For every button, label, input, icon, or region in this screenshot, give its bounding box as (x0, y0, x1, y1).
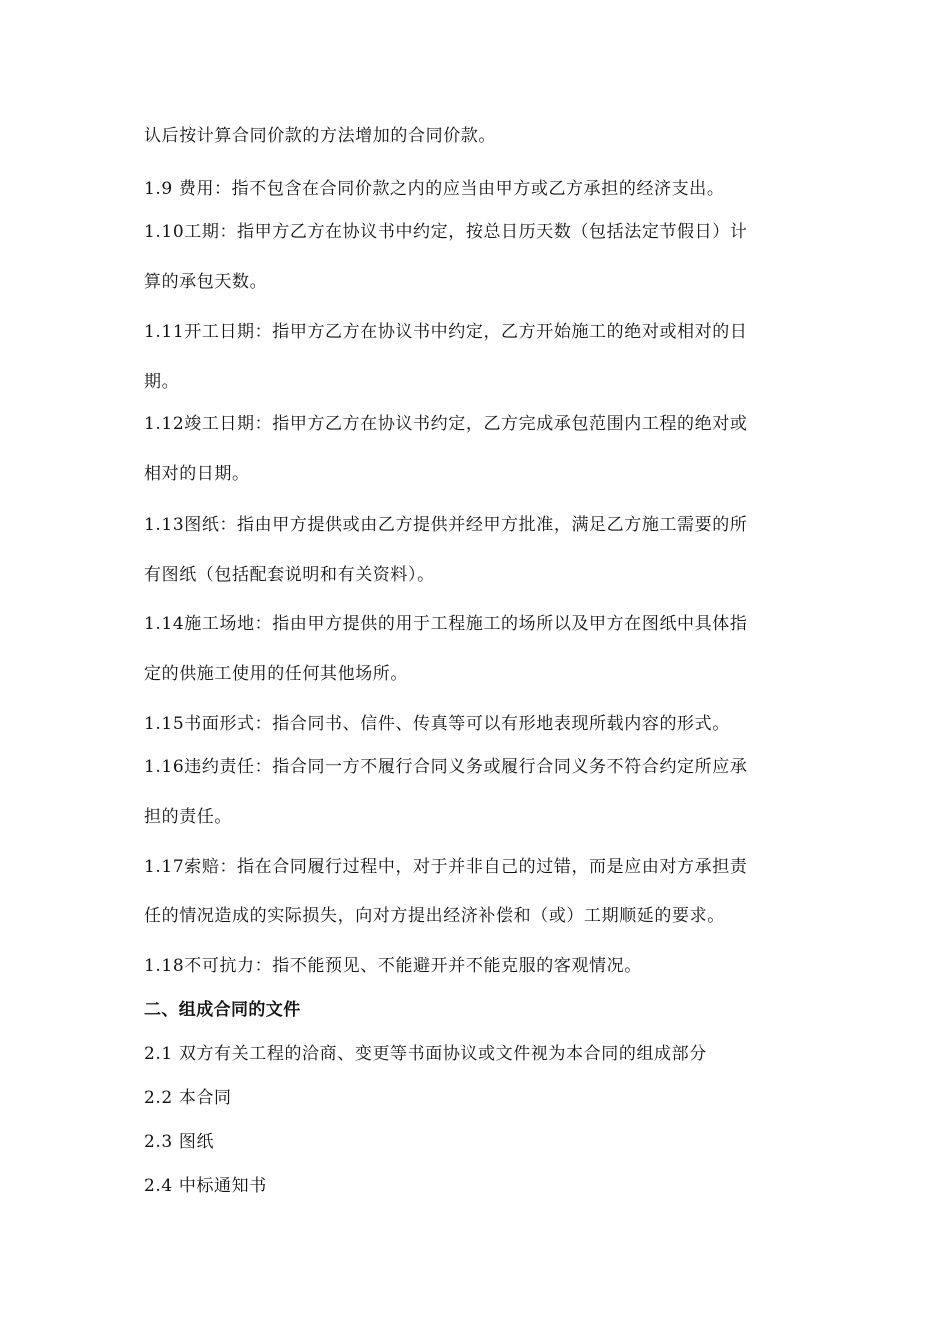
paragraph-line: 1.15书面形式：指合同书、信件、传真等可以有形地表现所载内容的形式。 (144, 714, 730, 734)
paragraph-line: 担的责任。 (144, 807, 232, 827)
paragraph-line: 任的情况造成的实际损失，向对方提出经济补偿和（或）工期顺延的要求。 (144, 906, 725, 926)
paragraph-line: 定的供施工使用的任何其他场所。 (144, 664, 408, 684)
section-item: 2.4 中标通知书 (144, 1176, 267, 1196)
paragraph-line: 1.10工期：指甲方乙方在协议书中约定，按总日历天数（包括法定节假日）计 (144, 222, 748, 242)
paragraph-line: 1.16违约责任：指合同一方不履行合同义务或履行合同义务不符合约定所应承 (144, 757, 748, 777)
section-item: 2.1 双方有关工程的洽商、变更等书面协议或文件视为本合同的组成部分 (144, 1044, 707, 1064)
section-item: 2.3 图纸 (144, 1132, 215, 1152)
paragraph-line: 1.11开工日期：指甲方乙方在协议书中约定，乙方开始施工的绝对或相对的日 (144, 322, 748, 342)
paragraph-line: 1.9 费用：指不包含在合同价款之内的应当由甲方或乙方承担的经济支出。 (144, 179, 725, 199)
paragraph-line: 认后按计算合同价款的方法增加的合同价款。 (144, 126, 496, 146)
paragraph-line: 相对的日期。 (144, 464, 250, 484)
paragraph-line: 1.14施工场地：指由甲方提供的用于工程施工的场所以及甲方在图纸中具体指 (144, 614, 748, 634)
paragraph-line: 期。 (144, 372, 180, 392)
paragraph-line: 算的承包天数。 (144, 272, 268, 292)
paragraph-line: 1.12竣工日期：指甲方乙方在协议书约定，乙方完成承包范围内工程的绝对或 (144, 414, 748, 434)
paragraph-line: 1.17索赔：指在合同履行过程中，对于并非自己的过错，而是应由对方承担责 (144, 857, 748, 877)
paragraph-line: 1.13图纸：指由甲方提供或由乙方提供并经甲方批准，满足乙方施工需要的所 (144, 515, 748, 535)
section-item: 2.2 本合同 (144, 1088, 232, 1108)
paragraph-line: 1.18不可抗力：指不能预见、不能避开并不能克服的客观情况。 (144, 956, 642, 976)
paragraph-line: 有图纸（包括配套说明和有关资料）。 (144, 565, 435, 585)
section-heading: 二、组成合同的文件 (144, 1000, 301, 1020)
